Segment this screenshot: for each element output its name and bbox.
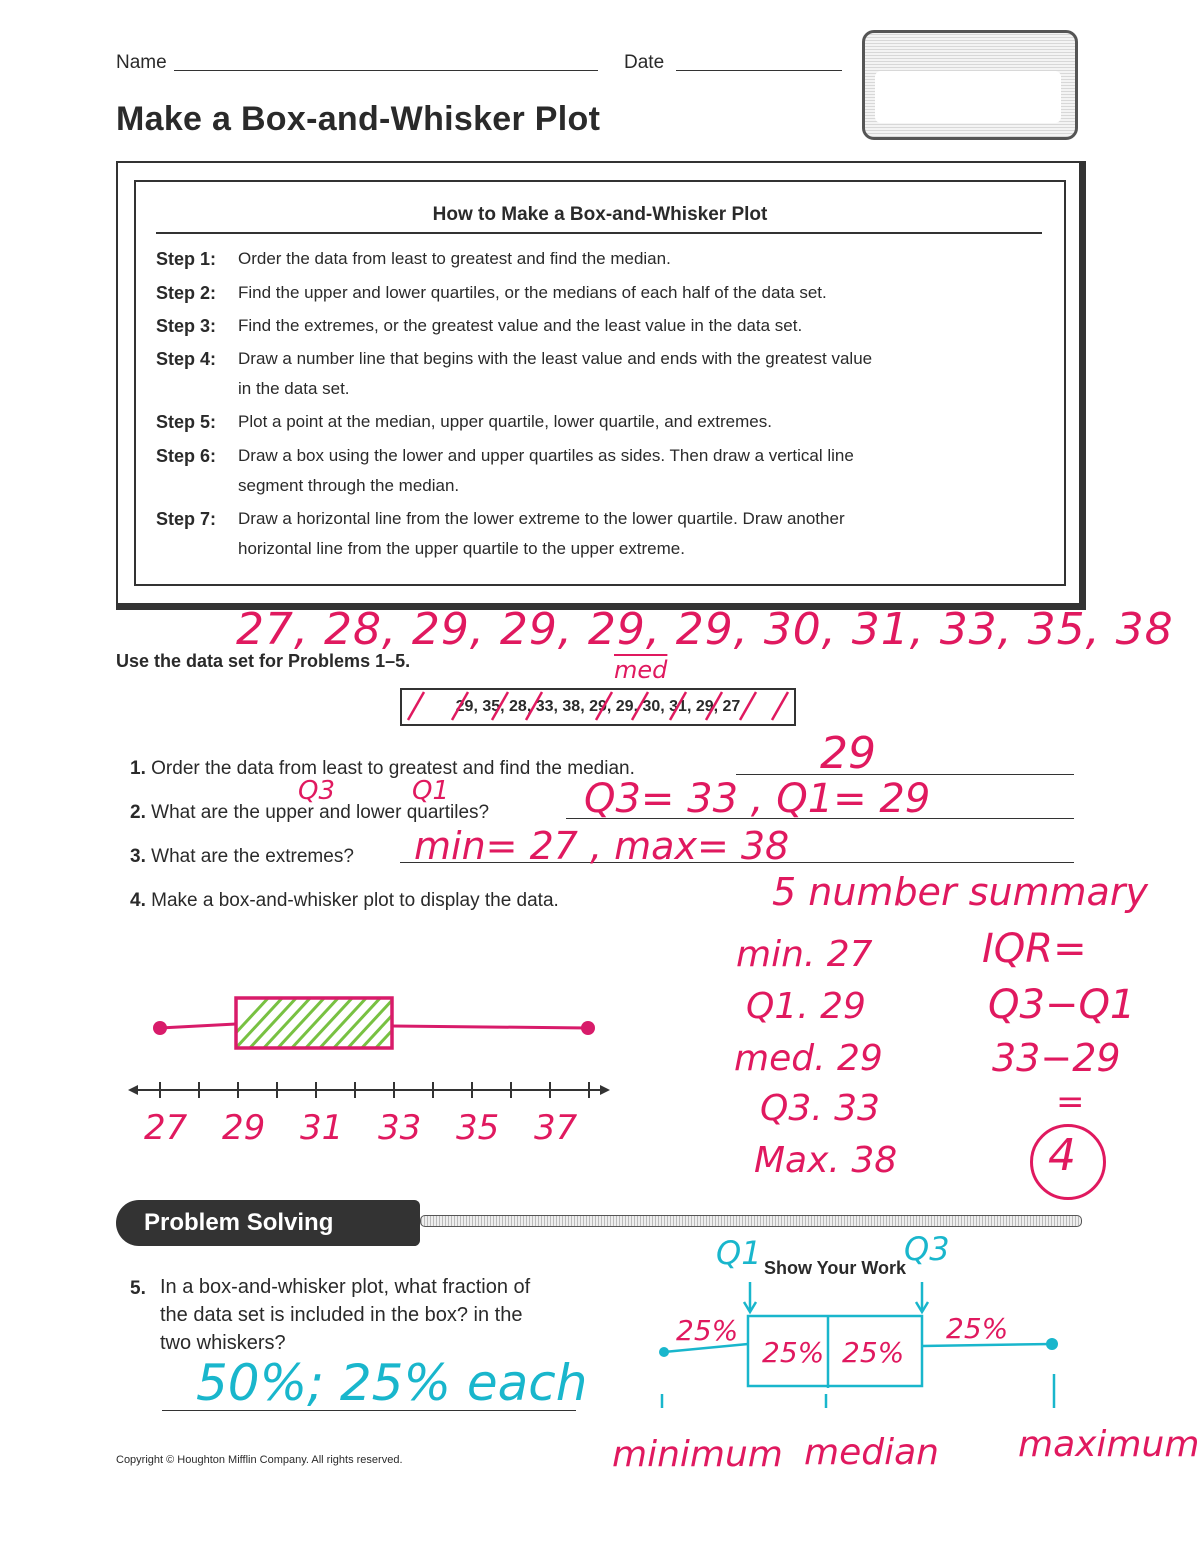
question-5-number: 5.: [130, 1278, 146, 1299]
name-label: Name: [116, 52, 167, 73]
date-line[interactable]: [676, 70, 842, 71]
corner-tab-decoration: [862, 30, 1078, 140]
summary-line-min: min. 27: [736, 934, 873, 975]
date-label: Date: [624, 52, 665, 73]
axis-label: 35: [456, 1108, 500, 1148]
data-instruction: Use the data set for Problems 1–5.: [116, 651, 411, 671]
step-text: Order the data from least to greatest and find the median.: [238, 249, 671, 268]
name-line[interactable]: [174, 70, 598, 71]
lower-whisker: [160, 1024, 236, 1028]
data-set-box: 29, 35, 28, 33, 38, 29, 29, 30, 31, 29, 27: [400, 688, 796, 726]
axis-label: 37: [534, 1108, 578, 1148]
q3-mark: Q3: [298, 776, 336, 806]
step-text: Draw a horizontal line from the lower extreme to the lower quartile. Draw another: [238, 509, 845, 528]
answer-line-1[interactable]: [736, 774, 1074, 775]
steps-title: How to Make a Box-and-Whisker Plot: [432, 204, 768, 225]
max-point: [581, 1021, 595, 1035]
summary-line-q1: Q1. 29: [746, 986, 866, 1027]
page-title: Make a Box-and-Whisker Plot: [116, 100, 601, 138]
iqr-formula: Q3−Q1: [988, 982, 1136, 1028]
step-text: Plot a point at the median, upper quartile, lower quartile, and extremes.: [238, 412, 772, 431]
min-point: [153, 1021, 167, 1035]
diagram-section-4: 25%: [946, 1312, 1009, 1345]
answer-2[interactable]: Q3= 33 , Q1= 29: [584, 776, 931, 822]
diagram-section-3: 25%: [842, 1336, 905, 1369]
section-bar-decoration: [420, 1215, 1082, 1227]
question-number: 1.: [130, 758, 146, 779]
upper-whisker: [392, 1026, 588, 1028]
summary-line-q3: Q3. 33: [760, 1088, 880, 1129]
step-label: Step 3:: [156, 316, 217, 336]
question-number: 3.: [130, 846, 146, 867]
step-label: Step 4:: [156, 349, 217, 369]
diagram-label-maximum: maximum: [1018, 1424, 1200, 1465]
handwritten-med-label: $\overline{med}$: [614, 656, 668, 684]
step-label: Step 2:: [156, 283, 217, 303]
iqr-label: IQR=: [982, 926, 1087, 972]
iqr-values: 33−29: [992, 1036, 1121, 1080]
axis-label: 29: [222, 1108, 266, 1148]
step-label: Step 1:: [156, 249, 217, 269]
summary-line-med: med. 29: [734, 1038, 883, 1079]
question-number: 2.: [130, 802, 146, 823]
axis-label: 33: [378, 1108, 422, 1148]
cross-out-marks: [400, 686, 796, 726]
step-label: Step 5:: [156, 412, 217, 432]
handwritten-ordered-data: 27, 28, 29, 29, 29, 29, 30, 31, 33, 35, 38: [236, 604, 1174, 655]
question-5-line-3: two whiskers?: [160, 1332, 286, 1354]
step-text: in the data set.: [238, 379, 350, 398]
step-label: Step 6:: [156, 446, 217, 466]
q1-mark: Q1: [412, 776, 450, 806]
question-text: Make a box-and-whisker plot to display the data.: [151, 890, 559, 911]
question-5-line-2: the data set is included in the box? in the: [160, 1304, 523, 1326]
iqr-answer: 4: [1048, 1130, 1076, 1181]
problem-solving-banner: Problem Solving: [116, 1200, 420, 1246]
diagram-label-minimum: minimum: [612, 1434, 783, 1475]
axis-label: 31: [300, 1108, 344, 1148]
question-1: [130, 758, 635, 780]
question-text: Order the data from least to greatest and find the median.: [151, 758, 635, 779]
copyright-footer: Copyright © Houghton Mifflin Company. All rights reserved.: [116, 1454, 403, 1466]
show-your-work-label: Show Your Work: [764, 1258, 907, 1278]
answer-5[interactable]: 50%; 25% each: [196, 1354, 588, 1412]
summary-line-max: Max. 38: [754, 1140, 898, 1181]
diagram-q1-label: Q1: [716, 1234, 762, 1272]
diagram-section-1: 25%: [676, 1314, 739, 1347]
diagram-label-median: median: [804, 1432, 939, 1473]
answer-3[interactable]: min= 27 , max= 38: [414, 824, 790, 868]
diagram-q3-label: Q3: [904, 1230, 950, 1268]
step-text: Draw a box using the lower and upper quartiles as sides. Then draw a vertical line: [238, 446, 854, 465]
step-label: Step 7:: [156, 509, 217, 529]
question-5-line-1: In a box-and-whisker plot, what fraction of: [160, 1276, 531, 1298]
step-text: Find the extremes, or the greatest value and the least value in the data set.: [238, 316, 803, 335]
question-3: [130, 846, 354, 868]
summary-heading: 5 number summary: [772, 870, 1148, 914]
steps-panel: [116, 161, 1086, 610]
step-text: segment through the median.: [238, 476, 460, 495]
iqr-equals: =: [1056, 1082, 1085, 1122]
question-4: [130, 890, 559, 912]
question-number: 4.: [130, 890, 146, 911]
step-text: Find the upper and lower quartiles, or the medians of each half of the data set.: [238, 283, 827, 302]
axis-label: 27: [144, 1108, 188, 1148]
answer-1[interactable]: 29: [820, 728, 876, 779]
question-text: What are the upper and lower quartiles?: [151, 802, 490, 823]
step-text: horizontal line from the upper quartile to the upper extreme.: [238, 539, 685, 558]
diagram-section-2: 25%: [762, 1336, 825, 1369]
question-text: What are the extremes?: [151, 846, 354, 867]
step-text: Draw a number line that begins with the least value and ends with the greatest value: [238, 349, 873, 368]
